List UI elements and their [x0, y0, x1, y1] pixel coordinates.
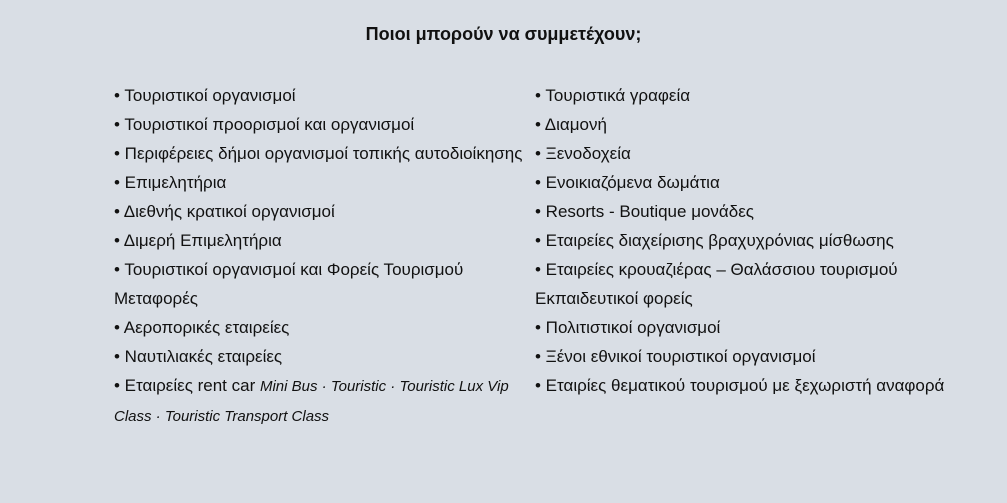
list-item: Εκπαιδευτικοί φορείς [535, 289, 693, 308]
list-item: • Επιμελητήρια [114, 173, 227, 192]
list-item: • Διεθνής κρατικοί οργανισμοί [114, 202, 335, 221]
list-item: • Ξενοδοχεία [535, 144, 631, 163]
list-item: • Ναυτιλιακές εταιρείες [114, 347, 283, 366]
list-item: • Τουριστικά γραφεία [535, 86, 691, 105]
list-item: • Resorts - Boutique μονάδες [535, 202, 754, 221]
list-item: • Πολιτιστικοί οργανισμοί [535, 318, 721, 337]
list-item: • Εταιρείες διαχείρισης βραχυχρόνιας μίσθωσης [535, 231, 894, 250]
list-item: • Εταιρείες κρουαζιέρας – Θαλάσσιου τουρισμού [535, 260, 898, 279]
list-item: • Ξένοι εθνικοί τουριστικοί οργανισμοί [535, 347, 816, 366]
participants-list-right [535, 81, 955, 400]
list-item: • Ενοικιαζόμενα δωμάτια [535, 173, 720, 192]
rent-car-subtypes: Mini Bus · Touristic · Touristic Lux Vip Class · Touristic Transport Class [114, 378, 509, 425]
list-item: • Περιφέρειες δήμοι οργανισμοί τοπικής αυτοδιοίκησης [114, 144, 523, 163]
list-item: • Αεροπορικές εταιρείες [114, 318, 290, 337]
page-title: Ποιοι μπορούν να συμμετέχουν; [365, 24, 642, 44]
list-item: • Διαμονή [535, 115, 607, 134]
list-item: • Εταιρίες θεματικού τουρισμού με ξεχωριστή αναφορά [535, 376, 945, 395]
list-item-rent-car [114, 371, 524, 431]
list-item: • Τουριστικοί οργανισμοί [114, 86, 296, 105]
rent-car-label: • Εταιρείες rent car [114, 376, 260, 395]
participants-list-left [114, 81, 524, 431]
list-item: • Διμερή Επιμελητήρια [114, 231, 282, 250]
list-item: • Τουριστικοί οργανισμοί και Φορείς Τουρισμού Μεταφορές [114, 260, 464, 308]
list-item: • Τουριστικοί προορισμοί και οργανισμοί [114, 115, 415, 134]
